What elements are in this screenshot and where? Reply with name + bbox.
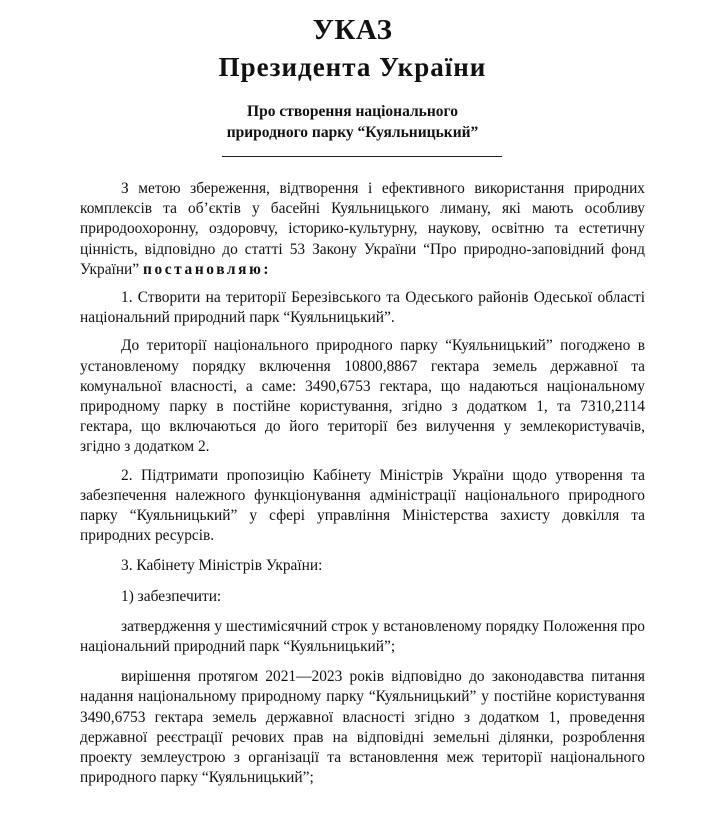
decree-body bbox=[80, 179, 645, 788]
clause-3-1-item-a: затвердження у шестимісячний строк у встановленому порядку Положення про національний природний парк “Куяльницький”; bbox=[80, 617, 645, 656]
clause-3-1-item-b: вирішення протягом 2021—2023 років відповідно до законодавства питання надання національному природному парку “Куяльницький” у постійне користування 3490,6753 гектара земель державної власності згідно з додатком 1, проведення державної реєстрації речових прав на відповідні земельні ділянки, розроблення проекту землеустрою з організації та встановлення меж території національного природного парку “Куяльницький”; bbox=[80, 668, 645, 787]
subject-line-2: природного парку “Куяльницький” bbox=[226, 124, 479, 141]
clause-2: 2. Підтримати пропозицію Кабінету Міністрів України щодо утворення та забезпечення належного функціонування адміністрації національного природного парку “Куяльницький” у сфері управління Міністерства захисту довкілля та природних ресурсів. bbox=[80, 466, 645, 545]
clause-1: 1. Створити на території Березівського та Одеського районів Одеської області національний природний парк “Куяльницький”. bbox=[80, 289, 645, 327]
decree-subject bbox=[0, 101, 705, 143]
clause-3: 3. Кабінету Міністрів України: bbox=[121, 557, 323, 575]
subject-line-1: Про створення національного bbox=[247, 103, 458, 120]
decree-issuer: Президента України bbox=[218, 52, 487, 82]
title-divider bbox=[222, 156, 502, 157]
clause-3-1: 1) забезпечити: bbox=[121, 587, 222, 605]
preamble-text: З метою збереження, відтворення і ефективного використання природних комплексів та об’єктів у басейні Куяльницького лиману, які мають особливу природоохоронну, оздоровчу, історико-культурну, наукову, освітню та естетичну цінність, відповідно до статті 53 Закону України “Про природно-заповідний фонд України” bbox=[80, 180, 645, 278]
clause-1-territory: До території національного природного парку “Куяльницький” погоджено в установленому порядку включення 10800,8867 гектара земель державної та комунальної власності, а саме: 3490,6753 гектара, що надаються національному природному парку в постійне користування, згідно з додатком 1, та 7310,2114 гектара, що включаються до його території без вилучення у землекористувачів, згідно з додатком 2. bbox=[80, 337, 645, 456]
resolution-word: постановляю: bbox=[142, 260, 272, 278]
decree-title: УКАЗ bbox=[312, 14, 393, 46]
preamble-paragraph bbox=[80, 179, 645, 280]
